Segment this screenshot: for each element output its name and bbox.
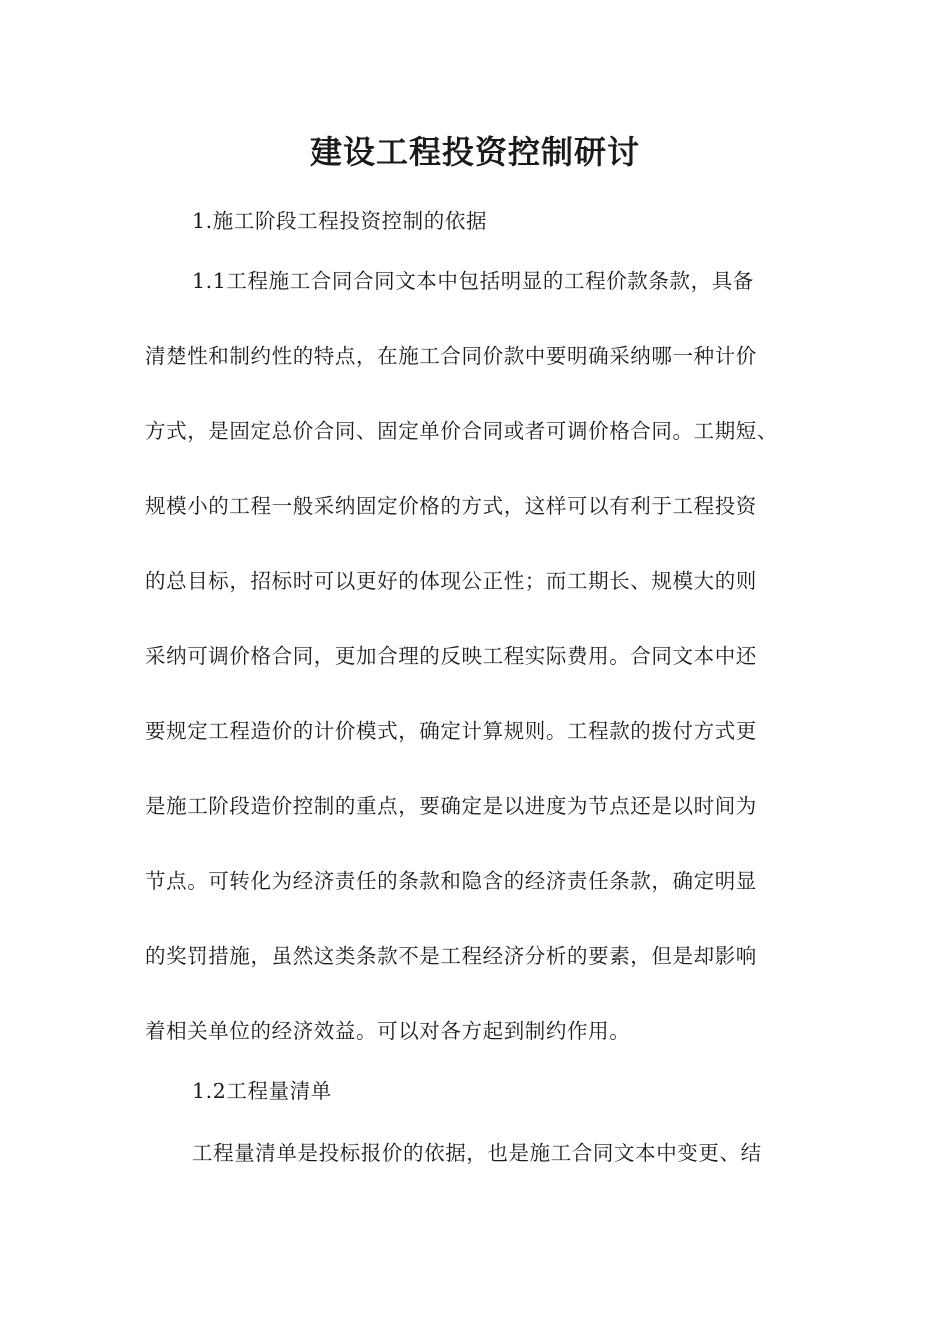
section-heading-1-2: 1.2工程量清单	[192, 1079, 332, 1103]
paragraph-line: 清楚性和制约性的特点，在施工合同价款中要明确采纳哪一种计价	[145, 344, 757, 368]
document-title: 建设工程投资控制研讨	[309, 133, 640, 171]
paragraph-line: 采纳可调价格合同，更加合理的反映工程实际费用。合同文本中还	[145, 644, 757, 668]
paragraph-line: 节点。可转化为经济责任的条款和隐含的经济责任条款，确定明显	[145, 869, 757, 893]
paragraph-line: 工程量清单是投标报价的依据，也是施工合同文本中变更、结	[192, 1141, 762, 1165]
paragraph-line: 方式，是固定总价合同、固定单价合同或者可调价格合同。工期短、	[145, 419, 778, 443]
paragraph-line: 的总目标，招标时可以更好的体现公正性；而工期长、规模大的则	[145, 569, 757, 593]
paragraph-line: 的奖罚措施，虽然这类条款不是工程经济分析的要素，但是却影响	[145, 944, 757, 968]
paragraph-line: 规模小的工程一般采纳固定价格的方式，这样可以有利于工程投资	[145, 494, 757, 518]
paragraph-line: 1.1工程施工合同合同文本中包括明显的工程价款条款，具备	[192, 269, 754, 293]
section-heading-1: 1.施工阶段工程投资控制的依据	[192, 209, 488, 233]
paragraph-line: 着相关单位的经济效益。可以对各方起到制约作用。	[145, 1019, 631, 1043]
paragraph-line: 要规定工程造价的计价模式，确定计算规则。工程款的拨付方式更	[145, 719, 757, 743]
paragraph-line: 是施工阶段造价控制的重点，要确定是以进度为节点还是以时间为	[145, 794, 757, 818]
